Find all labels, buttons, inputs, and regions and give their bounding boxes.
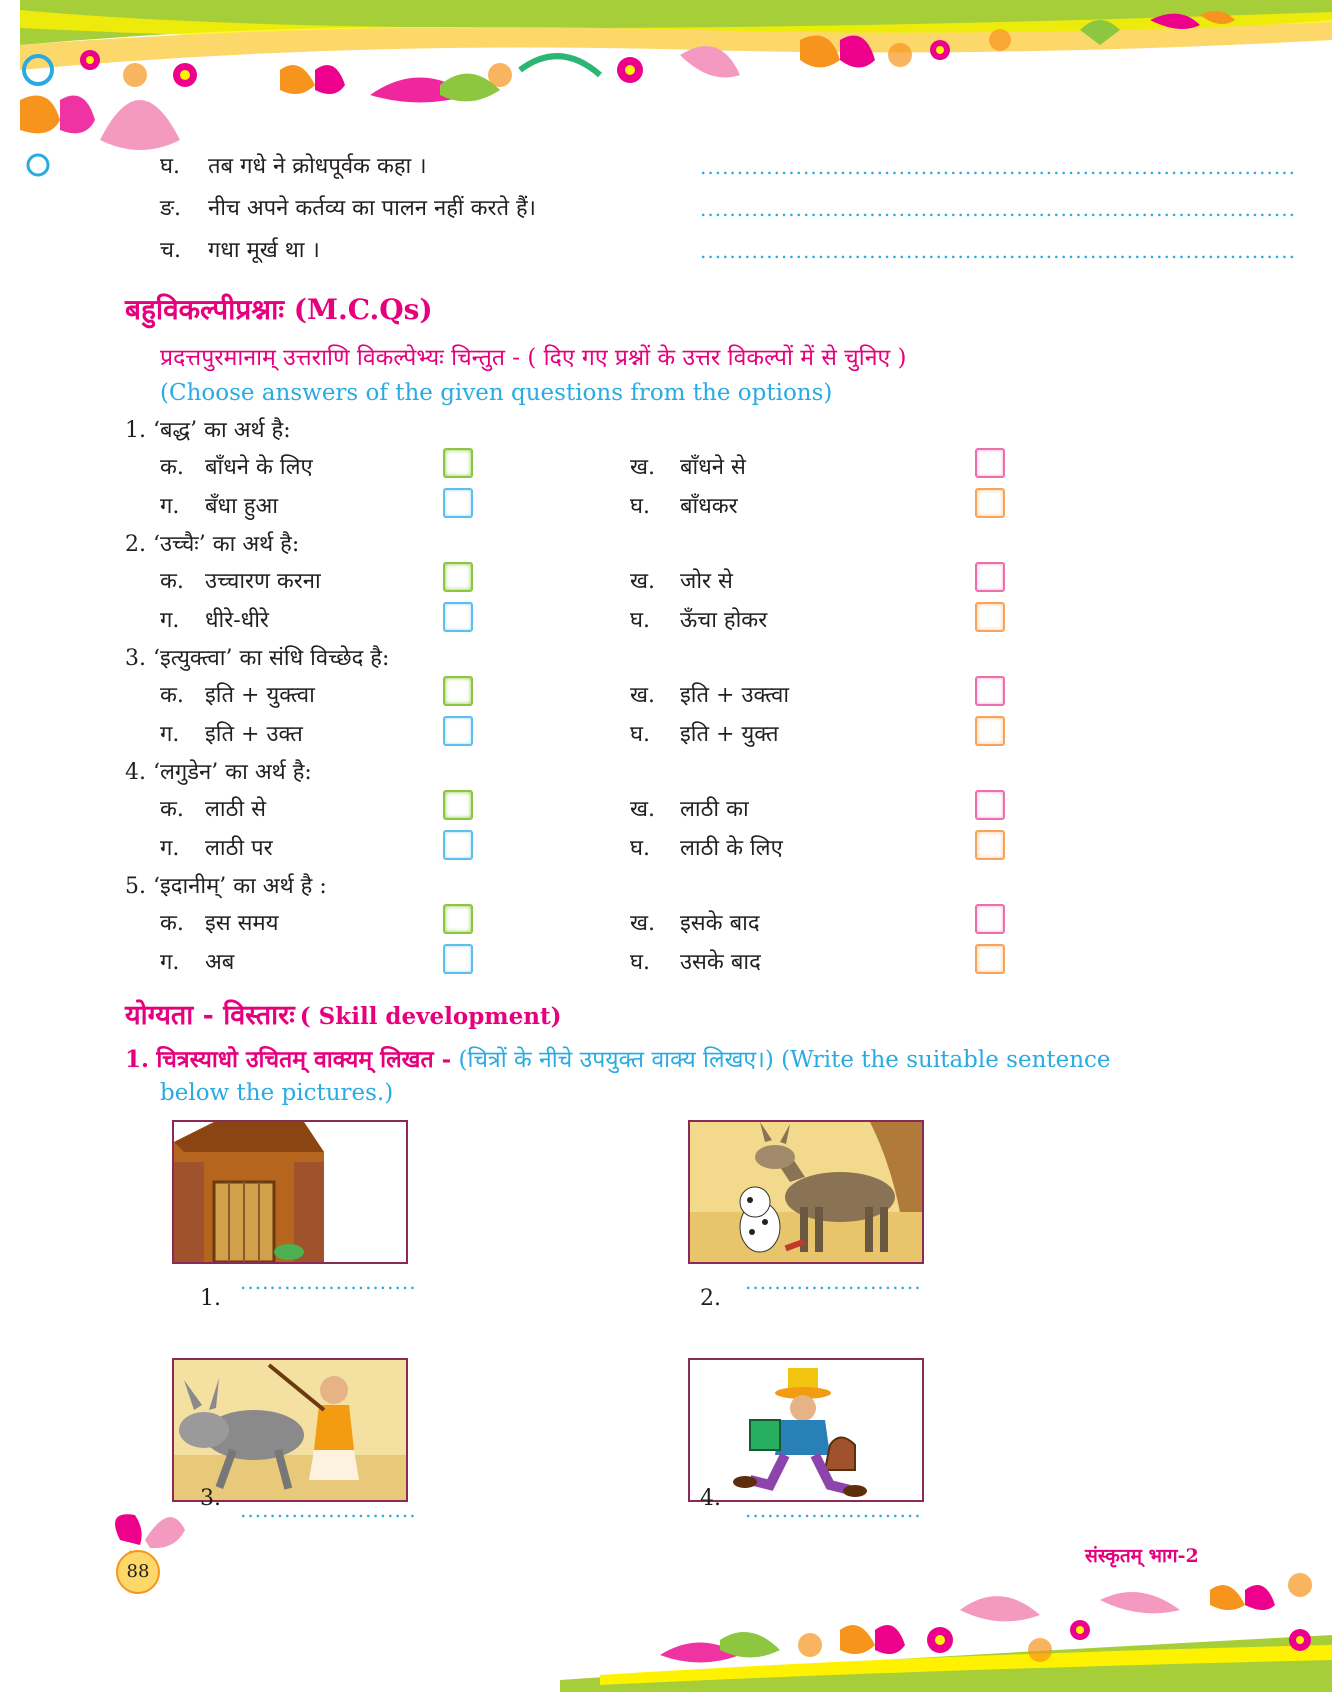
mcq-title: बहुविकल्पीप्रश्नाः (M.C.Qs) <box>125 293 433 326</box>
option-checkbox[interactable] <box>443 602 473 632</box>
item-label: ङ. <box>160 196 182 221</box>
picture-running-man-with-bag <box>688 1358 924 1502</box>
option-checkbox[interactable] <box>975 716 1005 746</box>
option-text: अब <box>205 950 235 975</box>
option-text: इति + युक्त <box>680 722 779 747</box>
page-number: 88 <box>116 1550 160 1594</box>
option-checkbox[interactable] <box>975 448 1005 478</box>
option-label: क. <box>160 455 184 480</box>
option-checkbox[interactable] <box>443 830 473 860</box>
option-text: इसके बाद <box>680 911 760 936</box>
answer-line[interactable]: ................................................................................. <box>700 155 1296 179</box>
mcq-instruction-sanskrit: प्रदत्तपुरमानाम् उत्तराणि विकल्पेभ्यः चिन्तुत - ( दिए गए प्रश्नों के उत्तर विकल्पों में से चुनिए ) <box>160 345 907 371</box>
answer-line[interactable]: ................................................................................. <box>700 197 1296 221</box>
option-checkbox[interactable] <box>443 716 473 746</box>
book-title: संस्कृतम् भाग-2 <box>1085 1545 1199 1567</box>
task-english-2: below the pictures.) <box>160 1080 394 1106</box>
mcq-question: 3. ‘इत्युक्त्वा’ का संधि विच्छेद है: <box>125 646 390 671</box>
option-text: धीरे-धीरे <box>205 608 269 633</box>
option-checkbox[interactable] <box>975 562 1005 592</box>
option-text: इस समय <box>205 911 279 936</box>
option-text: इति + उक्त <box>205 722 303 747</box>
picture-donkey-and-dog <box>688 1120 924 1264</box>
mcq-question: 1. ‘बद्ध’ का अर्थ है: <box>125 418 291 443</box>
option-label: ग. <box>160 950 180 975</box>
option-label: ख. <box>630 797 655 822</box>
option-text: लाठी का <box>680 797 749 822</box>
task-number: 1. <box>125 1046 150 1073</box>
mcq-question: 2. ‘उच्चैः’ का अर्थ है: <box>125 532 300 557</box>
option-text: लाठी से <box>205 797 266 822</box>
option-text: बाँधकर <box>680 494 738 519</box>
option-text: लाठी पर <box>205 836 273 861</box>
item-label: च. <box>160 238 181 263</box>
option-label: ख. <box>630 911 655 936</box>
option-label: ख. <box>630 569 655 594</box>
exercise-item-cha <box>160 236 620 266</box>
exercise-item-nga <box>160 194 620 224</box>
item-text: गधा मूर्ख था । <box>208 238 320 263</box>
option-label: ग. <box>160 608 180 633</box>
option-text: बँधा हुआ <box>205 494 278 519</box>
task-english-1: (Write the suitable sentence <box>781 1047 1111 1073</box>
option-text: लाठी के लिए <box>680 836 783 861</box>
item-text: तब गधे ने क्रोधपूर्वक कहा । <box>208 154 427 179</box>
option-checkbox[interactable] <box>975 676 1005 706</box>
option-label: क. <box>160 683 184 708</box>
option-checkbox[interactable] <box>443 488 473 518</box>
mcq-question: 4. ‘लगुडेन’ का अर्थ है: <box>125 760 312 785</box>
mcq-question: 5. ‘इदानीम्’ का अर्थ है : <box>125 874 327 899</box>
option-checkbox[interactable] <box>443 448 473 478</box>
option-label: ख. <box>630 455 655 480</box>
option-label: घ. <box>630 950 650 975</box>
option-checkbox[interactable] <box>443 790 473 820</box>
skill-task <box>125 1042 1111 1074</box>
option-label: ग. <box>160 722 180 747</box>
picture-man-beating-donkey <box>172 1358 408 1502</box>
option-checkbox[interactable] <box>443 904 473 934</box>
answer-line[interactable]: ................................................................................. <box>700 239 1296 263</box>
exercise-item-gha <box>160 152 620 182</box>
skill-title-hindi: योग्यता - विस्तारः <box>125 1000 295 1031</box>
task-sanskrit: चित्रस्याधो उचितम् वाक्यम् लिखत - <box>156 1046 452 1073</box>
option-checkbox[interactable] <box>443 676 473 706</box>
option-label: क. <box>160 797 184 822</box>
option-checkbox[interactable] <box>975 830 1005 860</box>
answer-line[interactable]: ........................ <box>240 1498 417 1522</box>
skill-heading <box>125 995 562 1032</box>
option-text: बाँधने से <box>680 455 746 480</box>
option-label: ग. <box>160 494 180 519</box>
item-label: घ. <box>160 154 180 179</box>
option-text: ऊँचा होकर <box>680 608 768 633</box>
option-label: ग. <box>160 836 180 861</box>
mcq-instruction-english: (Choose answers of the given questions from the options) <box>160 380 833 406</box>
answer-line[interactable]: ........................ <box>240 1270 417 1294</box>
option-label: घ. <box>630 836 650 861</box>
option-checkbox[interactable] <box>975 790 1005 820</box>
option-checkbox[interactable] <box>443 562 473 592</box>
option-text: उच्चारण करना <box>205 569 321 594</box>
option-checkbox[interactable] <box>975 904 1005 934</box>
option-text: इति + युक्त्वा <box>205 683 315 708</box>
option-text: उसके बाद <box>680 950 761 975</box>
answer-line[interactable]: ........................ <box>745 1270 922 1294</box>
picture-number: 2. <box>700 1286 721 1311</box>
picture-number: 4. <box>700 1486 721 1511</box>
skill-title-english: ( Skill development) <box>299 1003 562 1030</box>
option-text: जोर से <box>680 569 733 594</box>
option-label: क. <box>160 569 184 594</box>
answer-line[interactable]: ........................ <box>745 1498 922 1522</box>
task-hindi: (चित्रों के नीचे उपयुक्त वाक्य लिखए।) <box>458 1047 774 1073</box>
option-text: बाँधने के लिए <box>205 455 313 480</box>
option-label: घ. <box>630 494 650 519</box>
option-checkbox[interactable] <box>975 488 1005 518</box>
picture-number: 3. <box>200 1486 221 1511</box>
picture-wooden-hut <box>172 1120 408 1264</box>
option-label: घ. <box>630 608 650 633</box>
option-label: ख. <box>630 683 655 708</box>
option-checkbox[interactable] <box>975 602 1005 632</box>
mcq-question-list <box>125 416 1065 986</box>
option-text: इति + उक्त्वा <box>680 683 790 708</box>
item-text: नीच अपने कर्तव्य का पालन नहीं करते हैं। <box>208 196 537 221</box>
option-checkbox[interactable] <box>975 944 1005 974</box>
picture-number: 1. <box>200 1286 221 1311</box>
option-label: घ. <box>630 722 650 747</box>
floral-footer-decoration <box>560 1560 1332 1692</box>
option-checkbox[interactable] <box>443 944 473 974</box>
option-label: क. <box>160 911 184 936</box>
